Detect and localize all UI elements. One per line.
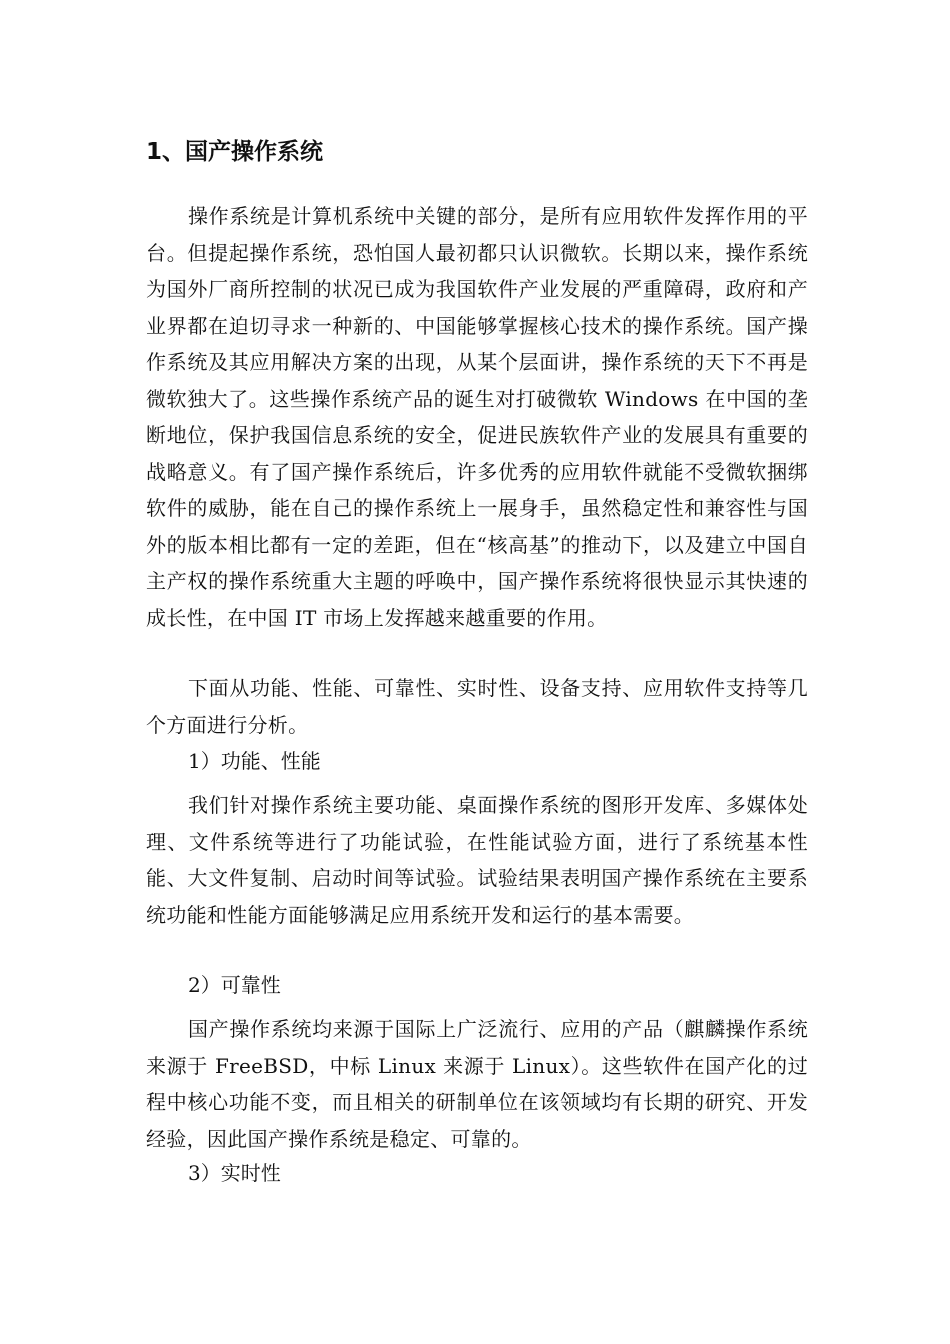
- subheading-reliability: [146, 967, 808, 1003]
- paragraph-function-performance: [146, 787, 808, 933]
- subheading-text: 3）实时性: [188, 1161, 281, 1185]
- paragraph-text: 操作系统是计算机系统中关键的部分，是所有应用软件发挥作用的平台。但提起操作系统，恐怕国人最初都只认识微软。长期以来，操作系统为国外厂商所控制的状况已成为我国软件产业发展的严重障碍，政府和产业界都在迫切寻求一种新的、中国能够掌握核心技术的操作系统。国产操作系统及其应用解决方案的出现，从某个层面讲，操作系统的天下不再是微软独大了。这些操作系统产品的诞生对打破微软 Windows 在中国的垄断地位，保护我国信息系统的安全，促进民族软件产业的发展具有重要的战略意义。有了国产操作系统后，许多优秀的应用软件就能不受微软捆绑软件的威胁，能在自己的操作系统上一展身手，虽然稳定性和兼容性与国外的版本相比都有一定的差距，但在“核高基”的推动下，以及建立中国自主产权的操作系统重大主题的呼唤中，国产操作系统将很快显示其快速的成长性，在中国 IT 市场上发挥越来越重要的作用。: [146, 204, 808, 630]
- subheading-text: 2）可靠性: [188, 973, 281, 997]
- section-heading: 1、国产操作系统: [146, 139, 324, 165]
- subheading-text: 1）功能、性能: [188, 749, 321, 773]
- paragraph-text: 我们针对操作系统主要功能、桌面操作系统的图形开发库、多媒体处理、文件系统等进行了功能试验，在性能试验方面，进行了系统基本性能、大文件复制、启动时间等试验。试验结果表明国产操作系统在主要系统功能和性能方面能够满足应用系统开发和运行的基本需要。: [146, 793, 808, 927]
- paragraph-text: 国产操作系统均来源于国际上广泛流行、应用的产品（麒麟操作系统来源于 FreeBSD，中标 Linux 来源于 Linux）。这些软件在国产化的过程中核心功能不变，而且相关的研制单位在该领域均有长期的研究、开发经验，因此国产操作系统是稳定、可靠的。: [146, 1017, 808, 1151]
- paragraph-text: 下面从功能、性能、可靠性、实时性、设备支持、应用软件支持等几个方面进行分析。: [146, 676, 808, 737]
- subheading-function-performance: [146, 743, 808, 779]
- paragraph-analysis-intro: [146, 670, 808, 743]
- subheading-realtime: [146, 1155, 808, 1191]
- paragraph-reliability: [146, 1011, 808, 1157]
- paragraph-os-overview: [146, 198, 808, 636]
